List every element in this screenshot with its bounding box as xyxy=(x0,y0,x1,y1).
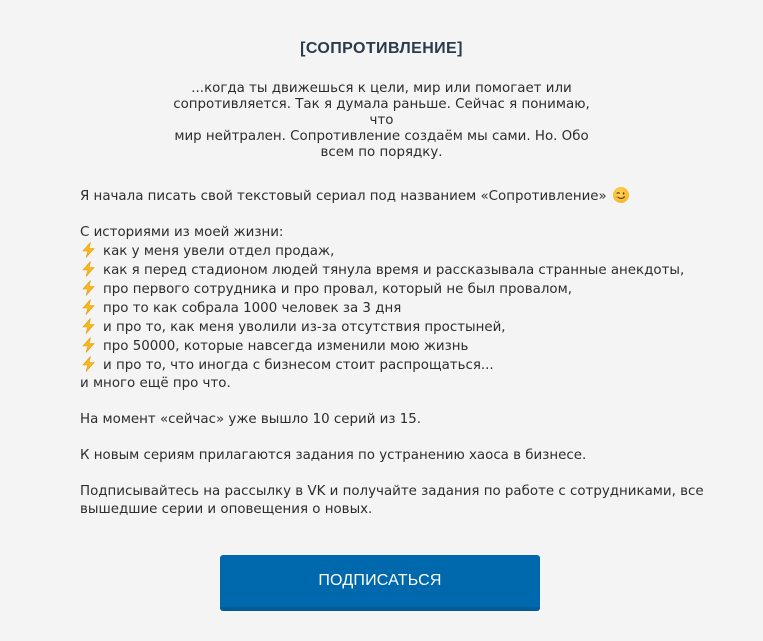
list-item-text: и про то, что иногда с бизнесом стоит распрощаться... xyxy=(103,358,494,373)
subscribe-line: вышедшие серии и оповещения о новых. xyxy=(80,502,373,517)
list-item xyxy=(80,280,720,299)
intro-quote xyxy=(160,81,603,161)
subscribe-button[interactable] xyxy=(220,555,540,611)
high-voltage-icon xyxy=(80,242,97,258)
winking-face-icon xyxy=(613,187,629,203)
stories-heading: С историями из моей жизни: xyxy=(80,225,284,240)
list-item-text: и про то, как меня уволили из-за отсутствия простыней, xyxy=(103,320,506,335)
tasks-line: К новым сериям прилагаются задания по устранению хаоса в бизнесе. xyxy=(80,448,587,463)
series-intro-paragraph xyxy=(80,187,720,206)
page-title: [СОПРОТИВЛЕНИЕ] xyxy=(300,40,463,57)
intro-line: мир нейтрален. Сопротивление создаём мы сами. Но. Обо xyxy=(174,129,589,144)
list-item-text: про первого сотрудника и про провал, который не был провалом, xyxy=(103,282,572,297)
list-item-text: как у меня увели отдел продаж, xyxy=(103,244,335,259)
high-voltage-icon xyxy=(80,261,97,277)
article-body xyxy=(80,187,720,519)
list-item-text: как я перед стадионом людей тянула время и рассказывала странные анекдоты, xyxy=(103,263,685,278)
intro-line: всем по порядку. xyxy=(320,145,443,160)
status-line: На момент «сейчас» уже вышло 10 серий из 15. xyxy=(80,412,422,427)
stories-tail: и много ещё про что. xyxy=(80,376,231,391)
subscribe-button-label: ПОДПИСАТЬСЯ xyxy=(318,572,442,589)
list-item xyxy=(80,261,720,280)
high-voltage-icon xyxy=(80,280,97,296)
high-voltage-icon xyxy=(80,356,97,372)
list-item-text: про то как собрала 1000 человек за 3 дня xyxy=(103,301,402,316)
list-item xyxy=(80,356,720,375)
list-item-text: про 50000, которые навсегда изменили мою жизнь xyxy=(103,339,469,354)
list-item xyxy=(80,318,720,337)
high-voltage-icon xyxy=(80,299,97,315)
list-item xyxy=(80,242,720,261)
intro-line: сопротивляется. Так я думала раньше. Сейчас я понимаю, что xyxy=(173,97,590,128)
list-item xyxy=(80,299,720,318)
list-item xyxy=(80,337,720,356)
subscribe-line: Подписывайтесь на рассылку в VK и получайте задания по работе с сотрудниками, все xyxy=(80,484,704,499)
high-voltage-icon xyxy=(80,318,97,334)
high-voltage-icon xyxy=(80,337,97,353)
intro-line: ...когда ты движешься к цели, мир или помогает или xyxy=(191,81,572,96)
series-intro-text: Я начала писать свой текстовый сериал под названием «Сопротивление» xyxy=(80,189,607,204)
